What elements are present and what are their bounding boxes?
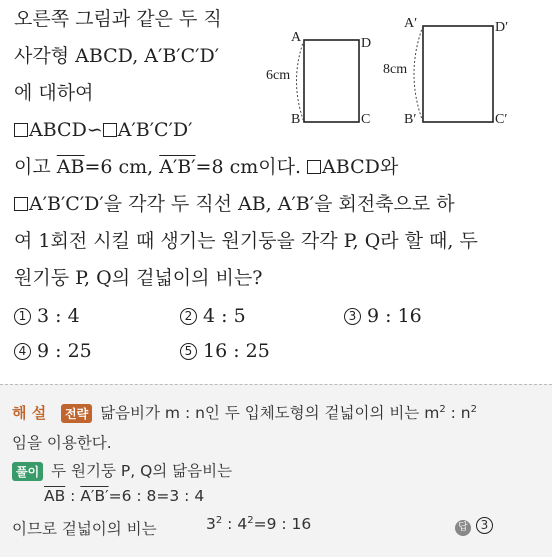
problem-line-3: 에 대하여 [14,82,94,104]
strategy-line-2: 임을 이용한다. [12,434,112,452]
problem-line-2: 사각형 ABCD, A′B′C′D′ [14,45,220,67]
option-5[interactable]: 5 16 : 25 [180,340,270,362]
square-icon [14,123,28,137]
answer [455,517,499,536]
rect-abcd-prime [423,26,493,122]
solve-tag: 풀이 [12,462,43,481]
option-4[interactable]: 4 9 : 25 [14,340,92,362]
answer-number: 3 [476,517,493,534]
solution-header: 해 설 [12,404,47,422]
solve-line: 풀이 두 원기둥 P, Q의 닮음비는 [12,459,232,481]
problem-line-7: 여 1회전 시킬 때 생기는 원기둥을 각각 P, Q라 할 때, 두 [14,230,478,252]
label-8cm: 8cm [383,62,408,77]
label-d-prime: D′ [495,20,509,35]
ratio-line: $\overline{AB}$ : A′B′=6 : 8=3 : 4 [44,487,205,505]
problem-line-1: 오른쪽 그림과 같은 두 직 [14,8,222,30]
square-icon [14,197,28,211]
problem-line-8: 원기둥 P, Q의 겉넓이의 비는? [14,267,263,289]
label-a: A [291,30,302,45]
label-b-prime: B′ [404,112,417,127]
option-1[interactable]: 1 3 : 4 [14,305,80,327]
square-icon [307,160,321,174]
problem-line-6: A′B′C′D′을 각각 두 직선 AB, A′B′을 회전축으로 하 [14,191,455,217]
label-6cm: 6cm [266,68,291,83]
rect-abcd [304,40,359,122]
conclusion-line: 이므로 겉넓이의 비는 [12,520,157,538]
solution-panel [0,384,552,557]
result-line: $3^2$ : $4^2=9$ : 16 [206,515,312,534]
option-2[interactable]: 2 4 : 5 [180,305,246,327]
problem-line-5: 이고 $\overline{AB}=6$ cm, A′B′=8 cm이다. ABCD와 [14,156,399,178]
label-a-prime: A′ [404,16,418,31]
label-c: C [361,112,371,127]
strategy-line: 해 설 전략 닮음비가 m : n인 두 입체도형의 겉넓이의 비는 $m^2$ : $n^2$ [12,403,477,422]
option-3[interactable]: 3 9 : 16 [344,305,422,327]
label-d: D [361,36,372,51]
label-b: B [291,112,301,127]
strategy-tag: 전략 [61,404,92,423]
square-icon [103,123,117,137]
answer-tag: 답 [455,520,471,536]
label-c-prime: C′ [495,112,508,127]
problem-line-4: ABCD∽ A′B′C′D′ [14,117,192,143]
